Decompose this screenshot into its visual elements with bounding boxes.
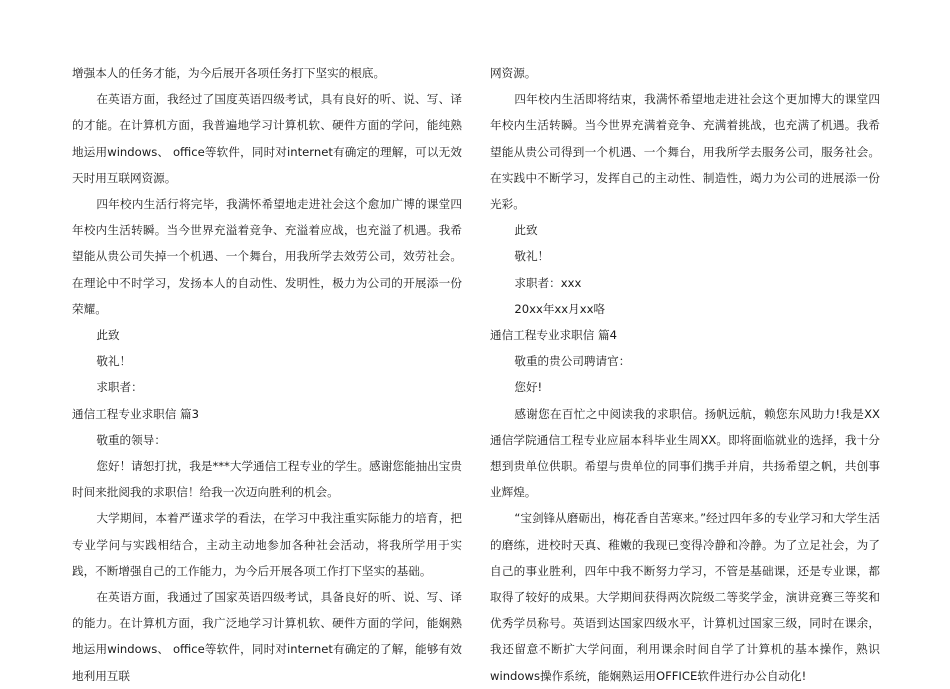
paragraph: 此致 [96, 328, 120, 343]
paragraph: 在英语方面，我经过了国度英语四级考试，具有良好的听、说、写、译的才能。在计算机方面，我普遍地学习计算机软、硬件方面的学问，能纯熟地运用windows、 office等软件，同时对internet有确定的理解，可以无效天时用互联网资源。 [72, 92, 462, 185]
paragraph: 大学期间，本着严谨求学的看法，在学习中我注重实际能力的培育，把专业学问与实践相结合，主动主动地参加各种社会活动，将我所学用于实践，不断增强自己的工作能力，为今后开展各项工作打下坚实的基础。 [72, 511, 462, 578]
paragraph: 此致 [514, 223, 538, 238]
paragraph: 四年校内生活行将完毕，我满怀希望地走进社会这个愈加广博的课堂四年校内生活转瞬。当今世界充溢着竞争、充溢着应战，也充溢了机遇。我希望能从贵公司失掉一个机遇、一个舞台，用我所学去效劳公司，效劳社会。在理论中不时学习，发扬本人的自动性、发明性，极力为公司的开展添一份荣耀。 [72, 197, 462, 316]
left-column [72, 60, 462, 689]
paragraph: 您好! [514, 380, 543, 395]
paragraph: 敬重的领导： [96, 432, 166, 447]
paragraph: 四年校内生活即将结束，我满怀希望地走进社会这个更加博大的课堂四年校内生活转瞬。当今世界充满着竞争、充满着挑战，也充满了机遇。我希望能从贵公司得到一个机遇、一个舞台，用我所学去服务公司，服务社会。在实践中不断学习，发挥自己的主动性、制造性，竭力为公司的进展添一份光彩。 [490, 92, 880, 212]
paragraph: 在英语方面，我通过了国家英语四级考试，具备良好的听、说、写、译的能力。在计算机方面，我广泛地学习计算机软、硬件方面的学问，能娴熟地运用windows、 office等软件，同时对internet有确定的了解，能够有效地利用互联 [72, 590, 462, 683]
right-column [490, 60, 880, 689]
paragraph: “宝剑锋从磨砺出，梅花香自苦寒来。”经过四年多的专业学习和大学生活的磨练，进校时天真、稚嫩的我现已变得冷静和冷静。为了立足社会，为了自己的事业胜利，四年中我不断努力学习，不管是基础课，还是专业课，都取得了较好的成果。大学期间获得两次院级二等奖学金，演讲竞赛三等奖和优秀学员称号。英语到达国家四级水平，计算机过国家三级，同时在课余，我还留意不断扩大学问面，利用课余时间自学了计算机的基本操作，熟识windows操作系统，能娴熟运用OFFICE软件进行办公自动化! [490, 511, 880, 683]
paragraph: 敬礼！ [96, 354, 132, 369]
paragraph: 网资源。 [490, 66, 537, 80]
paragraph: 感谢您在百忙之中阅读我的求职信。扬帆远航，赖您东风助力!我是XX通信学院通信工程专业应届本科毕业生周XX。即将面临就业的选择，我十分想到贵单位供职。希望与贵单位的同事们携手并肩，共扬希望之帆，共创事业辉煌。 [490, 406, 880, 500]
paragraph: 敬重的贵公司聘请官： [514, 354, 631, 369]
paragraph: 求职者：xxx [514, 275, 582, 290]
paragraph: 通信工程专业求职信 篇3 [72, 406, 199, 421]
paragraph: 增强本人的任务才能，为今后展开各项任务打下坚实的根底。 [72, 66, 386, 80]
paragraph: 20xx年xx月xx咯 [514, 301, 606, 316]
paragraph: 敬礼！ [514, 249, 550, 264]
paragraph: 通信工程专业求职信 篇4 [490, 328, 617, 343]
paragraph: 您好！请恕打扰，我是***大学通信工程专业的学生。感谢您能抽出宝贵时间来批阅我的求职信！给我一次迈向胜利的机会。 [72, 459, 462, 500]
paragraph: 求职者： [96, 380, 143, 395]
